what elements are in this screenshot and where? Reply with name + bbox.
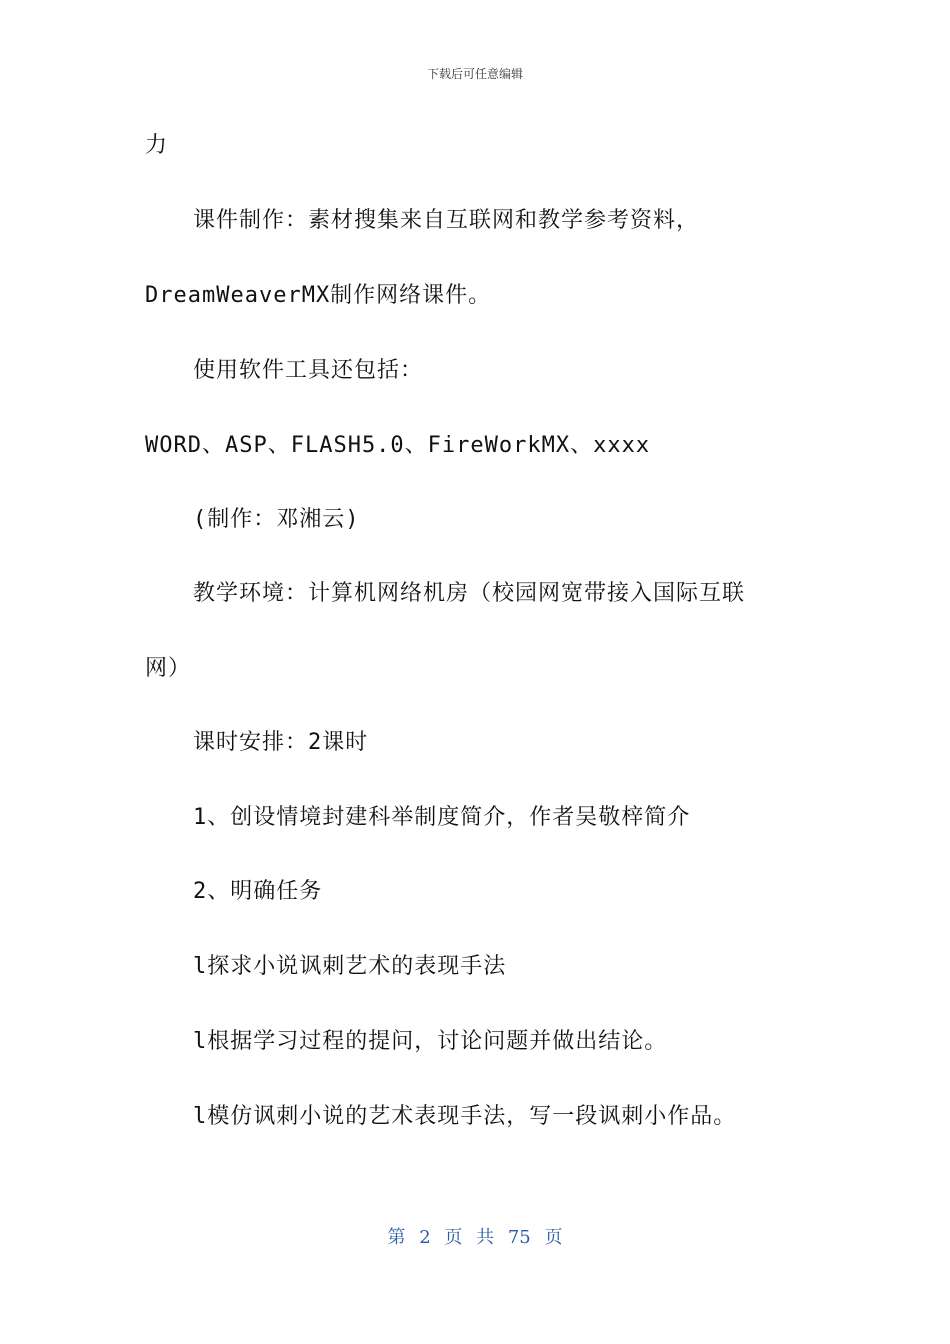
text-line-9: 课时安排：2课时 bbox=[193, 730, 369, 755]
text-line-5: WORD、ASP、FLASH5.0、FireWorkMX、xxxx bbox=[145, 433, 651, 458]
text-line-2: 课件制作：素材搜集来自互联网和教学参考资料， bbox=[193, 208, 700, 233]
page-number: 第 2 页 共 75 页 bbox=[387, 1227, 563, 1248]
text-line-3: DreamWeaverMX制作网络课件。 bbox=[145, 283, 492, 308]
text-line-13: l根据学习过程的提问，讨论问题并做出结论。 bbox=[193, 1029, 668, 1054]
text-line-14: l模仿讽刺小说的艺术表现手法，写一段讽刺小作品。 bbox=[193, 1104, 737, 1129]
text-line-4: 使用软件工具还包括： bbox=[193, 358, 424, 383]
page-header-note: 下载后可任意编辑 bbox=[426, 67, 523, 81]
text-line-10: 1、创设情境封建科举制度简介，作者吴敬梓简介 bbox=[193, 805, 691, 830]
text-line-7: 教学环境：计算机网络机房（校园网宽带接入国际互联 bbox=[193, 581, 746, 606]
text-line-6: (制作：邓湘云) bbox=[193, 507, 360, 532]
text-line-11: 2、明确任务 bbox=[193, 879, 323, 904]
text-line-8: 网） bbox=[145, 656, 192, 681]
text-line-1: 力 bbox=[145, 133, 169, 158]
text-line-12: l探求小说讽刺艺术的表现手法 bbox=[193, 954, 507, 979]
